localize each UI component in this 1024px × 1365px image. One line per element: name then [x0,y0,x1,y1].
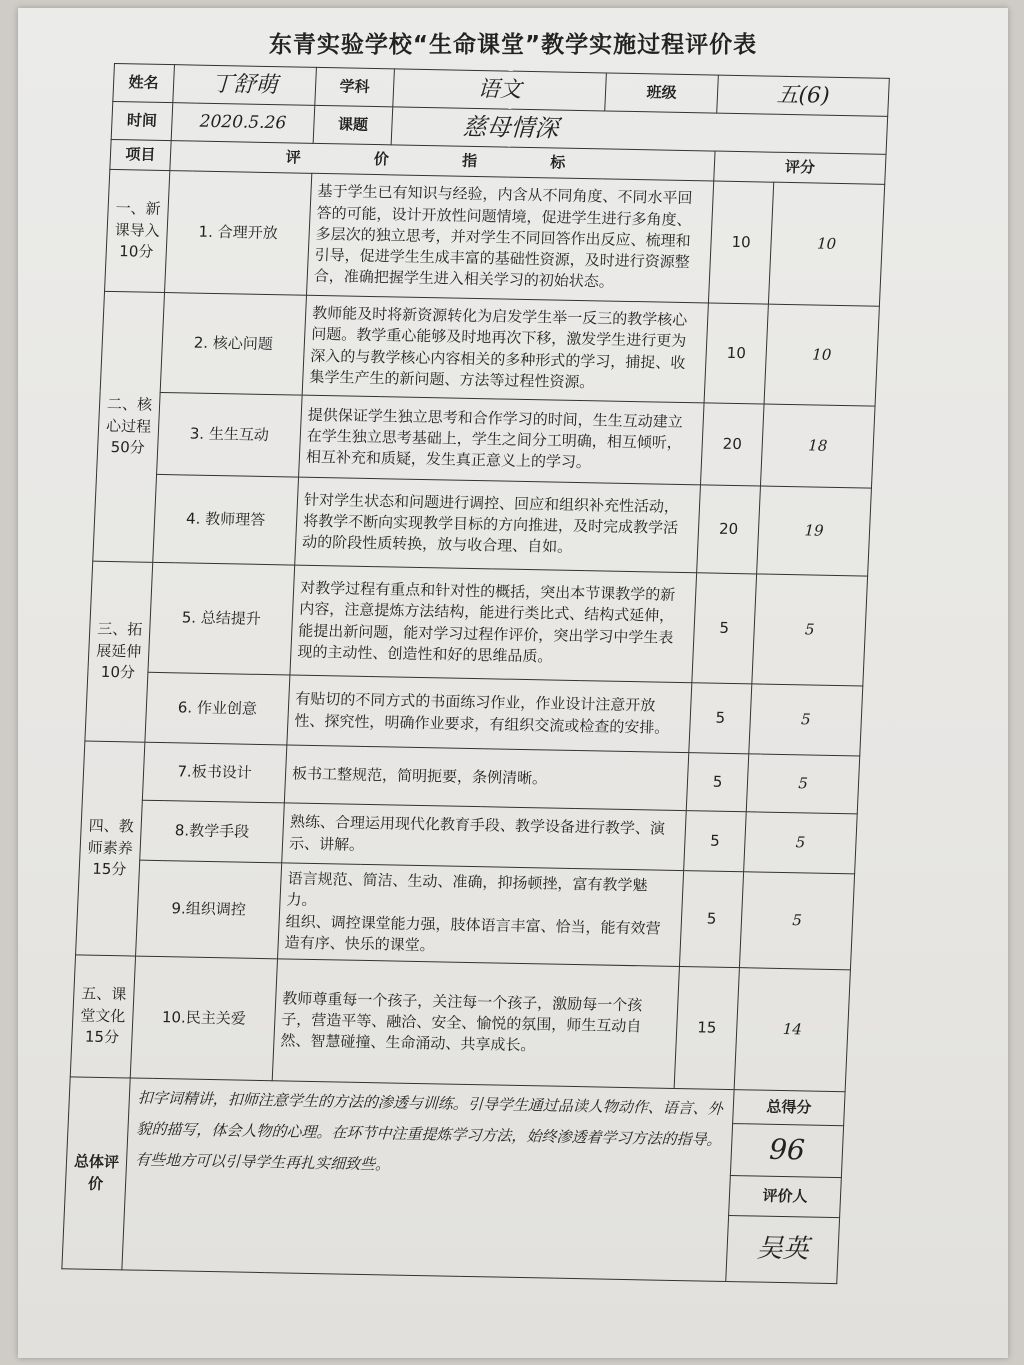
score-header: 评分 [714,151,886,184]
item-name: 10.民主关爱 [130,956,277,1081]
given-score: 10 [764,304,879,406]
topic-label: 课题 [313,105,393,144]
category-intro: 一、新课导入10分 [105,169,170,292]
subject-value: 语文 [393,69,607,111]
full-score: 5 [684,811,747,872]
overall-comment: 扣字词精讲，扣师注意学生的方法的渗透与训练。引导学生通过品读人物动作、语言、外貌的描写，体会人物的心理。在环节中注重提炼学习方法，始终渗透着学习方法的指导。有些地方可以引导学生再扎实细致些。 [122,1078,734,1281]
item-description: 教师尊重每一个孩子，关注每一个孩子，激励每一个孩子，营造平等、融洽、安全、愉悦的氛围，师生互动自然、智慧碰撞、生命涌动、共享成长。 [272,959,679,1089]
category-literacy: 四、教师素养15分 [76,741,145,956]
item-description: 有贴切的不同方式的书面练习作业，作业设计注意开放性、探究性，明确作业要求，有组织交流或检查的安排。 [287,675,692,753]
item-name: 2. 核心问题 [160,293,306,396]
full-score: 10 [708,181,773,304]
full-score: 15 [674,967,739,1090]
item-name: 7.板书设计 [142,742,287,803]
name-label: 姓名 [113,64,175,103]
overall-label: 总体评价 [62,1077,130,1270]
full-score: 5 [692,573,757,684]
given-score: 10 [768,182,884,306]
category-core: 二、核心过程50分 [93,291,165,562]
item-name: 1. 合理开放 [165,171,312,296]
paper-sheet [18,8,1008,1358]
given-score: 14 [734,968,850,1092]
item-name: 8.教学手段 [140,800,285,863]
item-description [278,863,684,967]
category-extension: 三、拓展延伸10分 [85,561,153,742]
category-culture: 五、课堂文化15分 [70,955,135,1078]
evaluation-table [61,63,890,1284]
full-score: 20 [701,403,765,486]
given-score: 19 [757,486,872,576]
item-name: 5. 总结提升 [148,562,295,675]
subject-label: 学科 [315,67,395,106]
form-title: 东青实验学校“生命课堂”教学实施过程评价表 [268,32,758,58]
class-label: 班级 [605,73,719,113]
full-score: 5 [679,871,743,968]
item-name: 6. 作业创意 [145,672,290,745]
given-score: 5 [744,812,858,874]
item-description-line: 组织、调控课堂能力强，肢体语言丰富、恰当，能有效营造有序、快乐的课堂。 [284,911,662,955]
given-score: 5 [739,872,854,970]
criteria-header: 评 价 指 标 [170,141,715,181]
topic-value: 慈母情深 [391,107,888,154]
item-description: 熟练、合理运用现代化教育手段、教学设备进行教学、演示、讲解。 [282,803,687,871]
item-description: 对教学过程有重点和针对性的概括，突出本节课教学的新内容，注意提炼方法结构，能进行类比式、结构式延伸，能提出新问题，能对学习过程作评价，突出学习中学生表现的主动性、创造性和好的思维品质。 [290,565,697,683]
given-score: 5 [746,754,860,814]
full-score: 5 [689,683,752,754]
time-value: 2020.5.26 [171,103,315,144]
evaluator-signature: 吴英 [726,1216,840,1284]
full-score: 10 [704,303,768,404]
total-score-value: 96 [730,1124,843,1178]
item-description: 针对学生状态和问题进行调控、回应和组织补充性活动，将教学不断向实现教学目标的方向推进，及时完成教学活动的阶段性质转换，放与收合理、自如。 [295,477,701,573]
time-label: 时间 [111,101,173,140]
name-value: 丁舒萌 [173,65,317,106]
item-name: 4. 教师理答 [153,474,299,565]
item-description: 提供保证学生独立思考和合作学习的时间，生生互动建立在学生独立思考基础上，学生之间分工明确，相互倾听，相互补充和质疑，发生真正意义上的学习。 [299,395,705,485]
given-score: 18 [760,404,875,488]
given-score: 5 [749,684,863,756]
full-score: 5 [686,753,749,812]
total-score-label: 总得分 [733,1090,845,1126]
full-score: 20 [697,485,761,574]
given-score: 5 [752,574,868,686]
class-value: 五(6) [717,75,890,116]
project-header: 项目 [110,139,171,170]
item-name: 9.组织调控 [136,860,282,959]
evaluator-label: 评价人 [729,1176,842,1218]
item-description-line: 语言规范、简洁、生动、准确，抑扬顿挫，富有教学魅力。 [286,869,648,910]
item-name: 3. 生生互动 [157,392,303,477]
item-description: 板书工整规范，简明扼要，条例清晰。 [284,745,688,811]
item-description: 教师能及时将新资源转化为启发学生举一反三的教学核心问题。教学重心能够及时地再次下移，激发学生进行更为深入的与教学核心内容相关的多种形式的学习，捕捉、收集学生产生的新问题、方法等过程性资源。 [302,295,708,403]
item-description: 基于学生已有知识与经验，内含从不同角度、不同水平回答的可能，设计开放性问题情境，促进学生进行多角度、多层次的独立思考，并对学生不同回答作出反应、梳理和引导，促进学生生成丰富的基础性资源，及时进行资源整合，准确把握学生进入相关学习的初始状态。 [307,173,714,303]
